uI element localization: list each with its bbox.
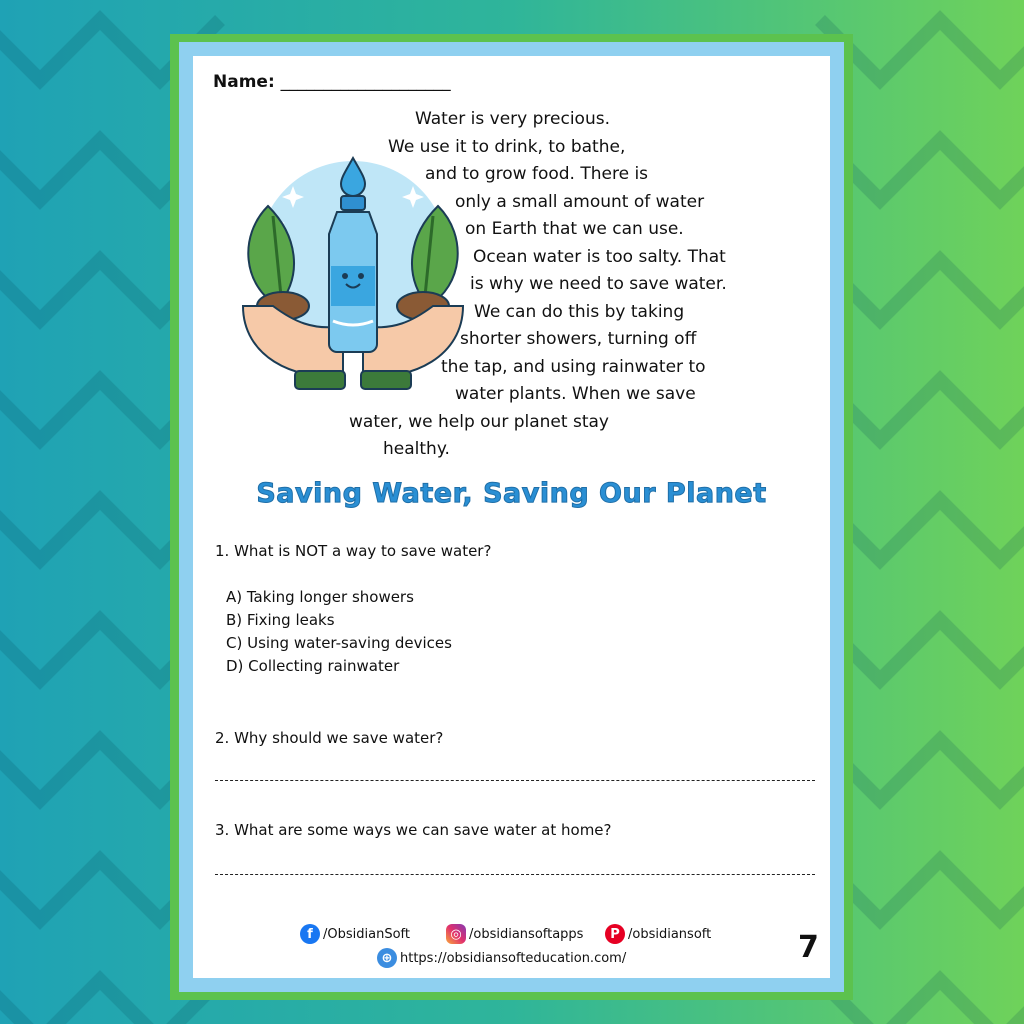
pinterest-link[interactable] bbox=[605, 924, 711, 944]
answer-line-3[interactable] bbox=[215, 874, 815, 875]
passage-line: water, we help our planet stay bbox=[349, 411, 609, 432]
facebook-link[interactable] bbox=[300, 924, 410, 944]
passage-line: Ocean water is too salty. That bbox=[473, 246, 726, 267]
website-link[interactable] bbox=[377, 948, 626, 968]
passage-line: water plants. When we save bbox=[455, 384, 696, 404]
name-label: Name: bbox=[213, 72, 275, 92]
water-bottle-plants-illustration bbox=[233, 156, 473, 396]
question-3: 3. What are some ways we can save water at home? bbox=[215, 821, 612, 839]
facebook-icon: f bbox=[300, 924, 320, 944]
worksheet-page bbox=[193, 56, 830, 978]
passage-line: the tap, and using rainwater to bbox=[441, 356, 706, 377]
option-c[interactable]: C) Using water-saving devices bbox=[226, 634, 452, 652]
passage-line: We can do this by taking bbox=[474, 301, 685, 322]
question-1: 1. What is NOT a way to save water? bbox=[215, 542, 492, 560]
passage-line: and to grow food. There is bbox=[425, 164, 649, 184]
website-url: https://obsidiansofteducation.com/ bbox=[400, 950, 627, 966]
facebook-handle: /ObsidianSoft bbox=[323, 926, 410, 942]
passage-line: shorter showers, turning off bbox=[460, 329, 697, 349]
name-blank-line[interactable]: ____________________ bbox=[280, 72, 451, 92]
passage-line: Water is very precious. bbox=[415, 109, 610, 129]
pinterest-icon: P bbox=[605, 924, 625, 944]
instagram-link[interactable] bbox=[446, 924, 583, 944]
passage-line: is why we need to save water. bbox=[470, 274, 727, 294]
answer-line-2[interactable] bbox=[215, 780, 815, 781]
option-b[interactable]: B) Fixing leaks bbox=[226, 611, 335, 629]
instagram-handle: /obsidiansoftapps bbox=[469, 926, 584, 942]
passage-line: We use it to drink, to bathe, bbox=[388, 136, 626, 157]
passage-line: on Earth that we can use. bbox=[465, 219, 684, 239]
worksheet-title: Saving Water, Saving Our Planet bbox=[256, 478, 767, 509]
passage-line: healthy. bbox=[383, 439, 450, 459]
option-d[interactable]: D) Collecting rainwater bbox=[226, 657, 400, 675]
name-field[interactable] bbox=[213, 72, 451, 92]
page-number: 7 bbox=[798, 930, 819, 965]
globe-icon: ⊕ bbox=[377, 948, 397, 968]
question-2: 2. Why should we save water? bbox=[215, 729, 444, 747]
pinterest-handle: /obsidiansoft bbox=[628, 926, 712, 942]
instagram-icon: ◎ bbox=[446, 924, 466, 944]
passage-line: only a small amount of water bbox=[455, 191, 705, 212]
option-a[interactable]: A) Taking longer showers bbox=[226, 588, 414, 606]
